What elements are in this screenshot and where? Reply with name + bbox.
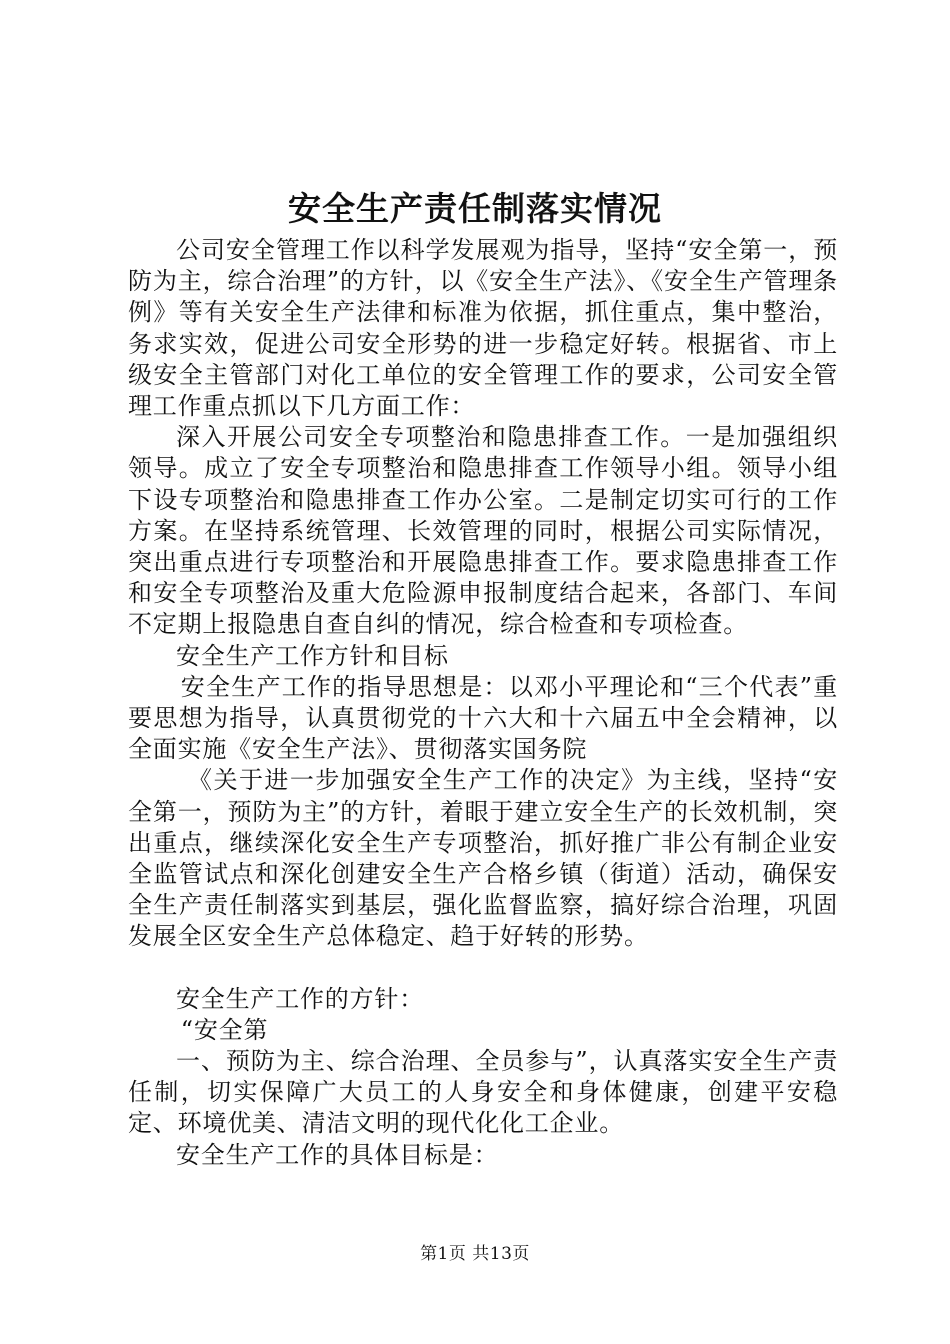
page-number: 第1页 共13页 [420, 1244, 530, 1264]
heading-specific-goals: 安全生产工作的具体目标是： [176, 1140, 499, 1169]
paragraph-special-rectification: 深入开展公司安全专项整治和隐患排查工作。一是加强组织领导。成立了安全专项整治和隐患排查工作领导小组。领导小组下设专项整治和隐患排查工作办公室。二是制定切实可行的工作方案。在坚持系统管理、长效管理的同时，根据公司实际情况，突出重点进行专项整治和开展隐患排查工作。要求隐患排查工作和安全专项整治及重大危险源申报制度结合起来，各部门、车间不定期上报隐患自查自纠的情况，综合检查和专项检查。 [128, 423, 838, 639]
paragraph-intro: 公司安全管理工作以科学发展观为指导，坚持“安全第一，预防为主，综合治理”的方针，以《安全生产法》、《安全生产管理条例》等有关安全生产法律和标准为依据，抓住重点，集中整治，务求实效，促进公司安全形势的进一步稳定好转。根据省、市上级安全主管部门对化工单位的安全管理工作的要求，公司安全管理工作重点抓以下几方面工作： [128, 236, 838, 421]
paragraph-policy-fragment: “安全第 [180, 1015, 269, 1044]
document-body [128, 235, 838, 1171]
paragraph-main-line: 《关于进一步加强安全生产工作的决定》为主线，坚持“安全第一，预防为主”的方针，着眼于建立安全生产的长效机制，突出重点，继续深化安全生产专项整治，抓好推广非公有制企业安全监管试点和深化创建安全生产合格乡镇（街道）活动，确保安全生产责任制落实到基层，强化监督监察，搞好综合治理，巩固发展全区安全生产总体稳定、趋于好转的形势。 [128, 766, 838, 951]
paragraph-guiding-ideology: 安全生产工作的指导思想是：以邓小平理论和“三个代表”重要思想为指导，认真贯彻党的十六大和十六届五中全会精神，以全面实施《安全生产法》、贯彻落实国务院 [128, 672, 838, 764]
heading-policy-and-goals: 安全生产工作方针和目标 [176, 641, 449, 670]
document-title: 安全生产责任制落实情况 [288, 189, 662, 228]
paragraph-policy-detail: 一、预防为主、综合治理、全员参与”，认真落实安全生产责任制，切实保障广大员工的人身安全和身体健康，创建平安稳定、环境优美、清洁文明的现代化化工企业。 [128, 1047, 838, 1138]
heading-policy: 安全生产工作的方针： [176, 984, 424, 1013]
